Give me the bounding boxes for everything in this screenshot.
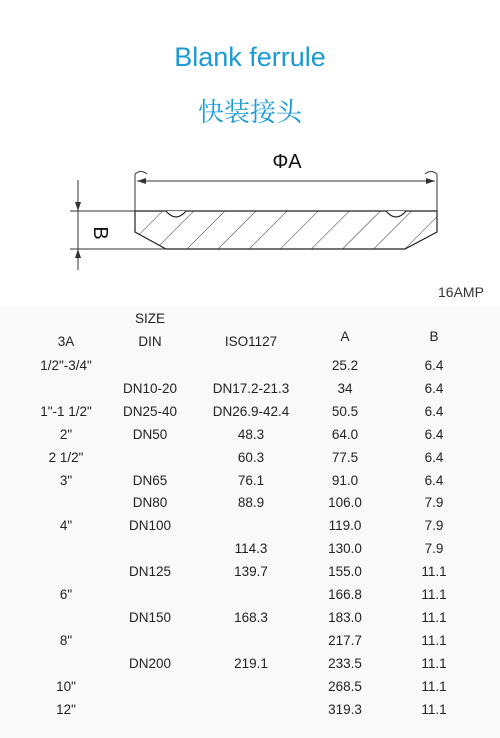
table-cell-din: DN50 — [132, 427, 168, 442]
dimension-label-a: ΦA — [272, 151, 302, 173]
table-cell-a: 233.5 — [328, 656, 362, 671]
table-cell-iso: 60.3 — [237, 450, 265, 465]
header-iso: ISO1127 — [224, 334, 278, 349]
table-cell-iso: 48.3 — [237, 427, 265, 442]
table-cell-std3a: 3" — [59, 473, 73, 488]
page-subtitle: 快装接头 — [197, 98, 302, 128]
table-cell-iso: 76.1 — [237, 473, 265, 488]
table-cell-a: 183.0 — [328, 610, 362, 625]
table-cell-std3a: 12" — [56, 702, 76, 717]
header-size: SIZE — [134, 311, 166, 326]
table-cell-a: 64.0 — [331, 427, 359, 442]
table-cell-iso: DN17.2-21.3 — [212, 381, 290, 396]
table-cell-din: DN25-40 — [122, 404, 178, 419]
table-cell-a: 91.0 — [331, 473, 359, 488]
table-cell-din: DN10-20 — [122, 381, 178, 396]
table-cell-din: DN150 — [128, 610, 172, 625]
ferrule-drawing — [0, 140, 500, 280]
table-cell-b: 6.4 — [424, 450, 444, 465]
table-cell-a: 119.0 — [328, 518, 362, 533]
table-cell-std3a: 6" — [59, 587, 73, 602]
table-cell-a: 34 — [337, 381, 353, 396]
table-cell-b: 6.4 — [424, 358, 444, 373]
header-a: A — [340, 329, 350, 344]
table-cell-a: 106.0 — [328, 495, 362, 510]
table-cell-b: 6.4 — [424, 404, 444, 419]
table-cell-iso: 139.7 — [234, 564, 268, 579]
table-cell-iso: 114.3 — [234, 541, 268, 556]
table-cell-std3a: 8" — [59, 633, 73, 648]
dimension-label-b: B — [89, 226, 111, 240]
header-din: DIN — [138, 334, 162, 349]
table-cell-std3a: 1/2"-3/4" — [40, 358, 92, 373]
table-cell-b: 6.4 — [424, 381, 444, 396]
table-cell-b: 6.4 — [424, 473, 444, 488]
header-3a: 3A — [57, 334, 75, 349]
table-cell-din: DN200 — [128, 656, 172, 671]
table-cell-b: 11.1 — [421, 702, 447, 717]
table-cell-a: 155.0 — [328, 564, 362, 579]
table-cell-iso: 219.1 — [234, 656, 268, 671]
table-cell-a: 268.5 — [328, 679, 362, 694]
table-cell-b: 6.4 — [424, 427, 444, 442]
table-cell-iso: 88.9 — [237, 495, 265, 510]
table-cell-b: 11.1 — [421, 679, 447, 694]
table-cell-a: 319.3 — [328, 702, 362, 717]
table-cell-b: 7.9 — [424, 541, 444, 556]
table-cell-din: DN100 — [128, 518, 172, 533]
page-title: Blank ferrule — [174, 42, 326, 72]
table-cell-din: DN80 — [132, 495, 168, 510]
table-cell-b: 11.1 — [421, 656, 447, 671]
table-cell-a: 130.0 — [328, 541, 362, 556]
table-cell-a: 50.5 — [331, 404, 359, 419]
table-cell-iso: 168.3 — [234, 610, 268, 625]
table-cell-std3a: 10" — [56, 679, 76, 694]
table-cell-a: 166.8 — [328, 587, 362, 602]
table-cell-b: 11.1 — [421, 564, 447, 579]
table-cell-din: DN65 — [132, 473, 168, 488]
table-cell-iso: DN26.9-42.4 — [212, 404, 290, 419]
table-cell-std3a: 2 1/2" — [48, 450, 84, 465]
table-cell-std3a: 4" — [59, 518, 73, 533]
table-cell-std3a: 2" — [59, 427, 73, 442]
table-cell-std3a: 1"-1 1/2" — [40, 404, 92, 419]
ferrule-section — [135, 211, 437, 249]
table-cell-a: 25.2 — [331, 358, 359, 373]
table-cell-din: DN125 — [128, 564, 172, 579]
table-cell-b: 7.9 — [424, 495, 444, 510]
header-b: B — [429, 329, 439, 344]
table-cell-a: 217.7 — [328, 633, 362, 648]
table-cell-b: 11.1 — [421, 610, 447, 625]
model-code: 16AMP — [438, 284, 484, 300]
table-cell-b: 11.1 — [421, 587, 447, 602]
table-cell-a: 77.5 — [331, 450, 359, 465]
table-cell-b: 11.1 — [421, 633, 447, 648]
table-cell-b: 7.9 — [424, 518, 444, 533]
